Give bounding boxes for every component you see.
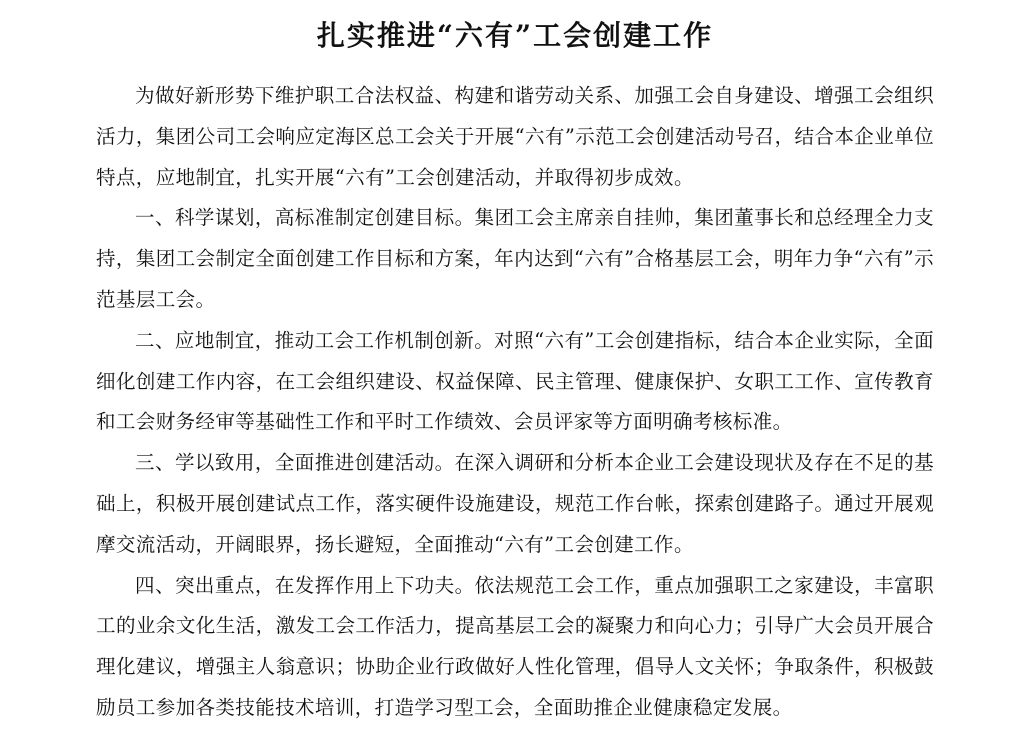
document-title: 扎实推进“六有”工会创建工作 — [316, 19, 714, 52]
paragraph-section-1: 一、科学谋划，高标准制定创建目标。集团工会主席亲自挂帅，集团董事长和总经理全力支持，集团工会制定全面创建工作目标和方案，年内达到“六有”合格基层工会，明年力争“六有”示范基层工会。 — [96, 206, 934, 311]
paragraph-section-2: 二、应地制宜，推动工会工作机制创新。对照“六有”工会创建指标，结合本企业实际，全面细化创建工作内容，在工会组织建设、权益保障、民主管理、健康保护、女职工工作、宣传教育和工会财务经审等基础性工作和平时工作绩效、会员评家等方面明确考核标准。 — [96, 328, 934, 434]
paragraph-intro: 为做好新形势下维护职工合法权益、构建和谐劳动关系、加强工会自身建设、增强工会组织活力，集团公司工会响应定海区总工会关于开展“六有”示范工会创建活动号召，结合本企业单位特点，应地制宜，扎实开展“六有”工会创建活动，并取得初步成效。 — [96, 84, 934, 189]
paragraph-section-4: 四、突出重点，在发挥作用上下功夫。依法规范工会工作，重点加强职工之家建设，丰富职工的业余文化生活，激发工会工作活力，提高基层工会的凝聚力和向心力；引导广大会员开展合理化建议，增强主人翁意识；协助企业行政做好人性化管理，倡导人文关怀；争取条件，积极鼓励员工参加各类技能技术培训，打造学习型工会，全面助推企业健康稳定发展。 — [96, 573, 934, 719]
paragraph-section-3: 三、学以致用，全面推进创建活动。在深入调研和分析本企业工会建设现状及存在不足的基础上，积极开展创建试点工作，落实硬件设施建设，规范工作台帐，探索创建路子。通过开展观摩交流活动，开阔眼界，扬长避短，全面推动“六有”工会创建工作。 — [96, 451, 934, 556]
